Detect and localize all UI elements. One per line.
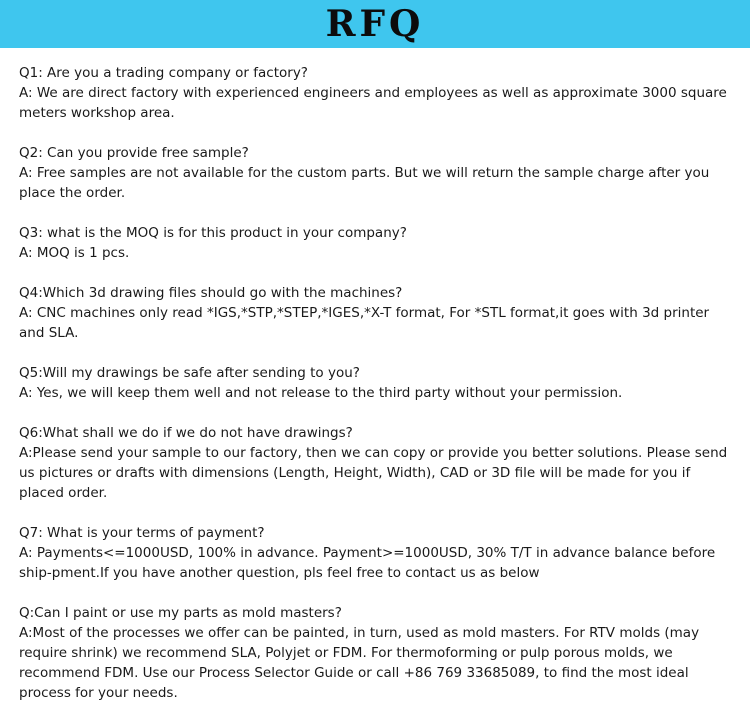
faq-item	[19, 363, 737, 403]
title-banner	[0, 0, 750, 48]
faq-answer: A: We are direct factory with experienced engineers and employees as well as approximate 3000 square meters workshop area.	[19, 85, 727, 121]
faq-item	[19, 423, 737, 503]
faq-item	[19, 63, 737, 123]
faq-question: Q4:Which 3d drawing files should go with the machines?	[19, 285, 403, 301]
faq-answer: A: Payments<=1000USD, 100% in advance. Payment>=1000USD, 30% T/T in advance balance before ship-pment.If you have another question, pls feel free to contact us as below	[19, 545, 716, 581]
faq-question: Q1: Are you a trading company or factory?	[19, 65, 308, 81]
faq-answer: A:Most of the processes we offer can be painted, in turn, used as mold masters. For RTV molds (may require shrink) we recommend SLA, Polyjet or FDM. For thermoforming or pulp porous molds, we recommend FDM. Use our Process Selector Guide or call +86 769 33685089, to find the most ideal process for your needs.	[19, 625, 700, 701]
faq-question: Q5:Will my drawings be safe after sending to you?	[19, 365, 360, 381]
faq-question: Q:Can I paint or use my parts as mold masters?	[19, 605, 342, 621]
faq-question: Q2: Can you provide free sample?	[19, 145, 249, 161]
faq-item	[19, 523, 737, 583]
faq-question: Q6:What shall we do if we do not have drawings?	[19, 425, 353, 441]
faq-question: Q7: What is your terms of payment?	[19, 525, 265, 541]
faq-list	[19, 63, 737, 703]
page-title: RFQ	[325, 3, 425, 45]
faq-question: Q3: what is the MOQ is for this product in your company?	[19, 225, 407, 241]
faq-answer: A: Yes, we will keep them well and not release to the third party without your permission.	[19, 385, 623, 401]
faq-answer: A: Free samples are not available for the custom parts. But we will return the sample charge after you place the order.	[19, 165, 710, 201]
faq-answer: A: CNC machines only read *IGS,*STP,*STEP,*IGES,*X-T format, For *STL format,it goes with 3d printer and SLA.	[19, 305, 710, 341]
faq-answer: A: MOQ is 1 pcs.	[19, 245, 130, 261]
faq-item	[19, 283, 737, 343]
faq-item	[19, 223, 737, 263]
faq-item	[19, 603, 737, 703]
faq-item	[19, 143, 737, 203]
faq-answer: A:Please send your sample to our factory, then we can copy or provide you better solutions. Please send us pictures or drafts with dimensions (Length, Height, Width), CAD or 3D file will be made for you if placed order.	[19, 445, 728, 501]
